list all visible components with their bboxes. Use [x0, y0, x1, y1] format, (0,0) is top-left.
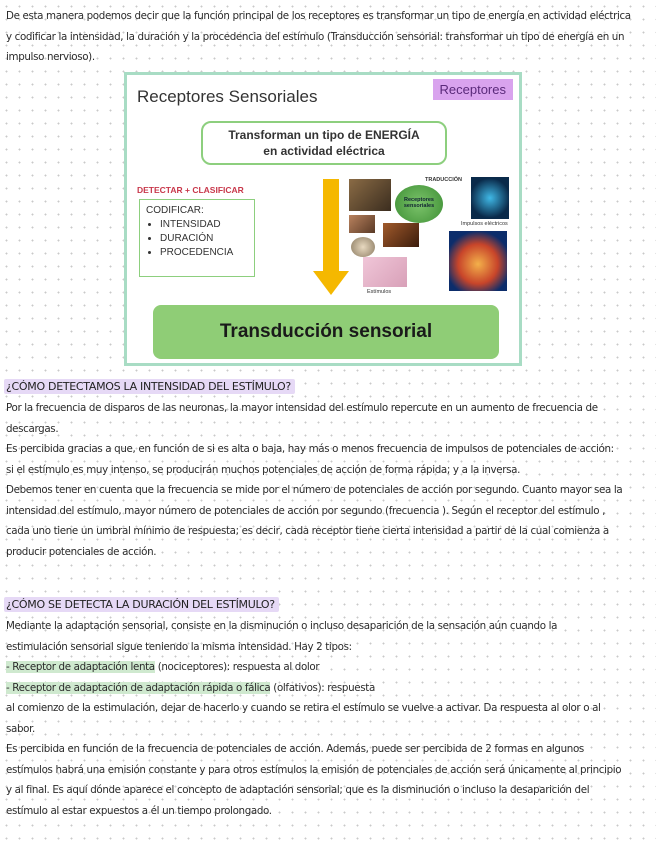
adaptation-type-2: [6, 678, 650, 699]
intro-line: y codificar la intensidad, la duración y la procedencia del estímulo (Transducción sensorial: transformar un tipo de energía en un: [6, 30, 625, 43]
codify-box: [139, 199, 255, 277]
slide-title: Receptores Sensoriales: [137, 87, 318, 106]
brain-icon: [449, 231, 507, 291]
section2-body: [6, 616, 650, 821]
section2-line: estimulación sensorial sigue teniendo la misma intensidad. Hay 2 tipos:: [6, 640, 352, 653]
section1-heading-text: ¿CÓMO DETECTAMOS LA INTENSIDAD DEL ESTÍMULO?: [4, 379, 295, 394]
section2-heading: [4, 598, 279, 611]
impulsos-label: Impulsos eléctricos: [461, 221, 508, 227]
adaptation-type-2-highlight: - Receptor de adaptación de adaptación rápida o fálica: [6, 681, 271, 694]
section1-line: intensidad del estímulo, mayor número de potenciales de acción por segundo (frecuencia ). Según el receptor del estímulo ,: [6, 504, 606, 517]
down-arrow-head-icon: [313, 271, 349, 295]
neuron-icon: [471, 177, 509, 219]
adaptation-type-1-highlight: - Receptor de adaptación lenta: [6, 661, 155, 673]
stimulus-photo-icon: [349, 215, 375, 233]
intro-line: De esta manera podemos decir que la función principal de los receptores es transformar un tipo de energía en actividad eléctrica: [6, 10, 631, 22]
section1-line: cada uno tiene un umbral mínimo de respuesta; es decir, cada receptor tiene cierta intensidad a partir de la cual comienza a: [6, 525, 609, 537]
section1-line: Por la frecuencia de disparos de las neuronas, la mayor intensidad del estímulo repercute en un aumento de frecuencia de: [6, 402, 598, 414]
section1-line: producir potenciales de acción.: [6, 545, 157, 558]
section2-line: estímulos habrá una emisión constante y para otros estímulos la emisión de potenciales de acción será únicamente al principio: [6, 763, 622, 776]
stimulus-photo-icon: [383, 223, 419, 247]
section1-line: descargas.: [6, 422, 59, 435]
section2-line: Es percibida en función de la frecuencia de potenciales de acción. Además, puede ser percibida de 2 formas en algunos: [6, 743, 584, 755]
detect-label: DETECTAR + CLASIFICAR: [137, 185, 244, 195]
slide-tag: Receptores: [433, 79, 513, 100]
section2-line: y al final. Es aquí dónde aparece el concepto de adaptación sensorial; que es la disminución o incluso la desaparición del: [6, 784, 590, 796]
intro-line: impulso nervioso).: [6, 51, 95, 63]
section2-heading-text: ¿CÓMO SE DETECTA LA DURACIÓN DEL ESTÍMULO?: [4, 597, 279, 612]
down-arrow-icon: [323, 179, 339, 273]
section1-line: Debemos tener en cuenta que la frecuencia se mide por el número de potenciales de acción por segundo. Cuanto mayor sea la: [6, 484, 623, 496]
codify-item: • INTENSIDAD: [160, 218, 248, 232]
codify-item: • PROCEDENCIA: [160, 246, 248, 260]
intro-paragraph: [6, 6, 650, 68]
receptores-label: Receptores sensoriales: [403, 197, 435, 209]
section1-body: [6, 398, 650, 562]
section1-heading: [4, 380, 295, 393]
codify-item: • DURACIÓN: [160, 232, 248, 246]
stimulus-photo-icon: [351, 237, 375, 257]
energy-box: [201, 121, 447, 165]
adaptation-type-2-text: (olfativos): respuesta: [270, 681, 375, 694]
estimulos-label: Estímulos: [367, 289, 392, 295]
adaptation-type-1-text: (nociceptores): respuesta al dolor: [154, 661, 320, 673]
transduccion-banner: Transducción sensorial: [153, 305, 499, 359]
stimulus-photo-icon: [363, 257, 407, 287]
section2-line: al comienzo de la estimulación, dejar de hacerlo y cuando se retira el estímulo se vuelve a activar. Da respuesta al olor o al: [6, 702, 601, 714]
receptores-slide: [124, 72, 522, 366]
section2-line: sabor.: [6, 722, 35, 735]
section1-line: Es percibida gracias a que, en función de si es alta o baja, hay más o menos frecuencia de impulsos de potenciales de acción:: [6, 443, 614, 455]
section2-line: Mediante la adaptación sensorial, consiste en la disminución o incluso desaparición de la sensación aún cuando la: [6, 620, 558, 632]
section1-line: si el estímulo es muy intenso, se producirán muchos potenciales de acción de forma rápida; y a la inversa.: [6, 463, 521, 476]
codify-title: CODIFICAR:: [146, 205, 204, 216]
stimulus-photo-icon: [349, 179, 391, 211]
energy-box-line2: en actividad eléctrica: [263, 144, 385, 158]
traduccion-label: TRADUCCIÓN: [425, 177, 462, 183]
adaptation-type-1: [6, 657, 650, 678]
energy-box-line1: Transforman un tipo de ENERGÍA: [228, 128, 420, 142]
section2-line: estímulo al estar expuestos a él un tiempo prolongado.: [6, 804, 272, 817]
